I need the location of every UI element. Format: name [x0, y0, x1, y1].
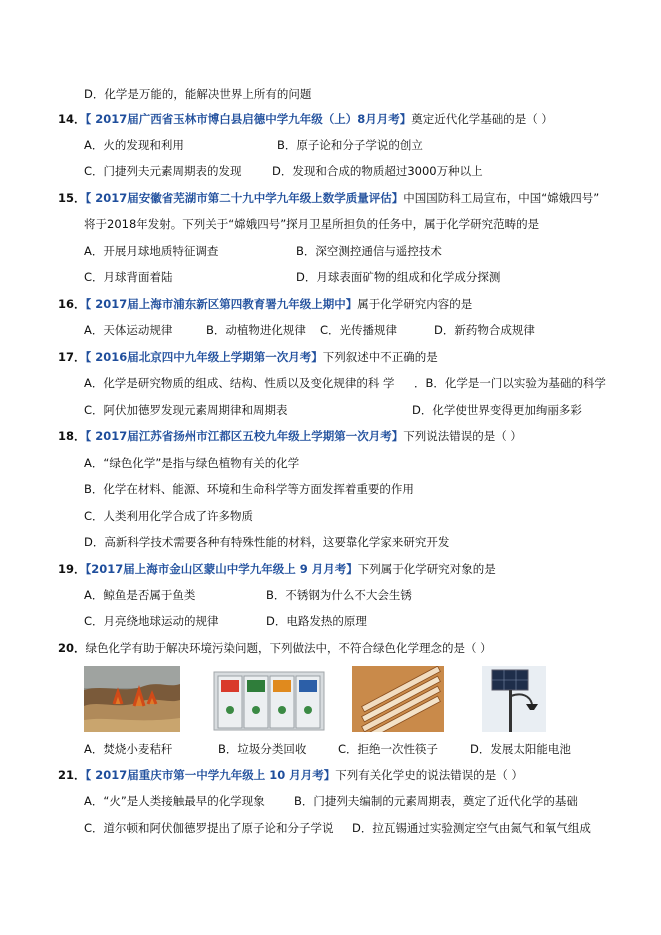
- q21-source: 【 2017届重庆市第一中学九年级上 10 月月考】: [85, 768, 336, 782]
- q19-stem: 下列属于化学研究对象的是: [357, 562, 496, 576]
- q17-option-c: C．阿伏加德罗发现元素周期律和周期表: [84, 403, 288, 417]
- q21-stem: 下列有关化学史的说法错误的是（ ）: [335, 768, 523, 782]
- q18-option-b: B．化学在材料、能源、环境和生命科学等方面发挥着重要的作用: [84, 482, 414, 496]
- q19-stem-line: [58, 561, 496, 577]
- q15-option-b: B．深空测控通信与遥控技术: [296, 244, 442, 258]
- q21-number: 21．: [58, 768, 86, 782]
- q19-option-c: C．月亮绕地球运动的规律: [84, 614, 219, 628]
- q21-stem-line: [58, 767, 523, 783]
- q19-source: 【2017届上海市金山区蒙山中学九年级上 9 月月考】: [85, 562, 358, 576]
- q14-stem-line: [58, 111, 553, 127]
- q20-option-c: C．拒绝一次性筷子: [338, 742, 439, 756]
- q16-option-c: C．光传播规律: [320, 323, 398, 337]
- recycling-bins-photo: [212, 666, 326, 732]
- q17-option-b: ．B．化学是一门以实验为基础的科学: [414, 376, 606, 390]
- q17-number: 17．: [58, 350, 86, 364]
- q20-number: 20．: [58, 641, 86, 655]
- q21-option-c: C．道尔顿和阿伏伽德罗提出了原子论和分子学说: [84, 821, 334, 835]
- q14-option-c: C．门捷列夫元素周期表的发现: [84, 164, 242, 178]
- q14-stem: 奠定近代化学基础的是（ ）: [411, 112, 553, 126]
- q15-option-d: D．月球表面矿物的组成和化学成分探测: [296, 270, 501, 284]
- q17-stem-line: [58, 349, 438, 365]
- q20-option-b: B．垃圾分类回收: [218, 742, 307, 756]
- q18-source: 【 2017届江苏省扬州市江都区五校九年级上学期第一次月考】: [85, 429, 404, 443]
- q16-number: 16．: [58, 297, 86, 311]
- q21-option-b: B．门捷列夫编制的元素周期表，奠定了近代化学的基础: [294, 794, 578, 808]
- q19-option-a: A．鲸鱼是否属于鱼类: [84, 588, 196, 602]
- burning-straw-photo: [84, 666, 180, 732]
- q16-option-b: B．动植物进化规律: [206, 323, 306, 337]
- q17-source: 【 2016届北京四中九年级上学期第一次月考】: [85, 350, 323, 364]
- q17-option-a: A．化学是研究物质的组成、结构、性质以及变化规律的科 学: [84, 376, 395, 390]
- q15-source: 【 2017届安徽省芜湖市第二十九中学九年级上数学质量评估】: [85, 191, 404, 205]
- q19-option-d: D．电路发热的原理: [266, 614, 367, 628]
- q16-option-d: D．新药物合成规律: [434, 323, 535, 337]
- q15-stem-line-1: [58, 190, 599, 206]
- q20-option-d: D．发展太阳能电池: [470, 742, 571, 756]
- q18-number: 18．: [58, 429, 86, 443]
- q16-option-a: A．天体运动规律: [84, 323, 173, 337]
- q18-option-d: D．高新科学技术需要各种有特殊性能的材料，这要靠化学家来研究开发: [84, 535, 450, 549]
- q18-stem-line: [58, 428, 522, 444]
- q18-stem: 下列说法错误的是（ ）: [403, 429, 522, 443]
- q20-option-a: A．焚烧小麦秸秆: [84, 742, 173, 756]
- q15-option-a: A．开展月球地质特征调查: [84, 244, 219, 258]
- q17-option-d: D．化学使世界变得更加绚丽多彩: [412, 403, 582, 417]
- q16-source: 【 2017届上海市浦东新区第四教育署九年级上期中】: [85, 297, 358, 311]
- q17-stem: 下列叙述中不正确的是: [322, 350, 438, 364]
- q19-number: 19．: [58, 562, 86, 576]
- q20-stem-line: [58, 640, 492, 656]
- chopsticks-photo: [352, 666, 444, 732]
- q15-option-c: C．月球背面着陆: [84, 270, 173, 284]
- q18-option-c: C．人类利用化学合成了许多物质: [84, 509, 254, 523]
- q15-stem-part-1: 中国国防科工局宣布，中国“嫦娥四号”: [403, 191, 600, 205]
- q21-option-d: D．拉瓦锡通过实验测定空气由氮气和氧气组成: [352, 821, 591, 835]
- solar-street-light-photo: [482, 666, 546, 732]
- q14-number: 14．: [58, 112, 86, 126]
- q21-option-a: A．“火”是人类接触最早的化学现象: [84, 794, 265, 808]
- q14-option-b: B．原子论和分子学说的创立: [277, 138, 423, 152]
- q16-stem: 属于化学研究内容的是: [357, 297, 473, 311]
- q15-number: 15．: [58, 191, 86, 205]
- q13-option-d: D．化学是万能的，能解决世界上所有的问题: [84, 87, 312, 101]
- q14-option-a: A．火的发现和利用: [84, 138, 184, 152]
- q18-option-a: A．“绿色化学”是指与绿色植物有关的化学: [84, 456, 300, 470]
- q20-stem: 绿色化学有助于解决环境污染问题，下列做法中，不符合绿色化学理念的是（ ）: [85, 641, 492, 655]
- q14-source: 【 2017届广西省玉林市博白县启德中学九年级（上）8月月考】: [85, 112, 412, 126]
- q19-option-b: B．不锈钢为什么不大会生锈: [266, 588, 412, 602]
- q16-stem-line: [58, 296, 472, 312]
- q15-stem-line-2: 将于2018年发射。下列关于“嫦娥四号”探月卫星所担负的任务中，属于化学研究范畴的是: [84, 217, 540, 231]
- q14-option-d: D．发现和合成的物质超过3000万种以上: [272, 164, 483, 178]
